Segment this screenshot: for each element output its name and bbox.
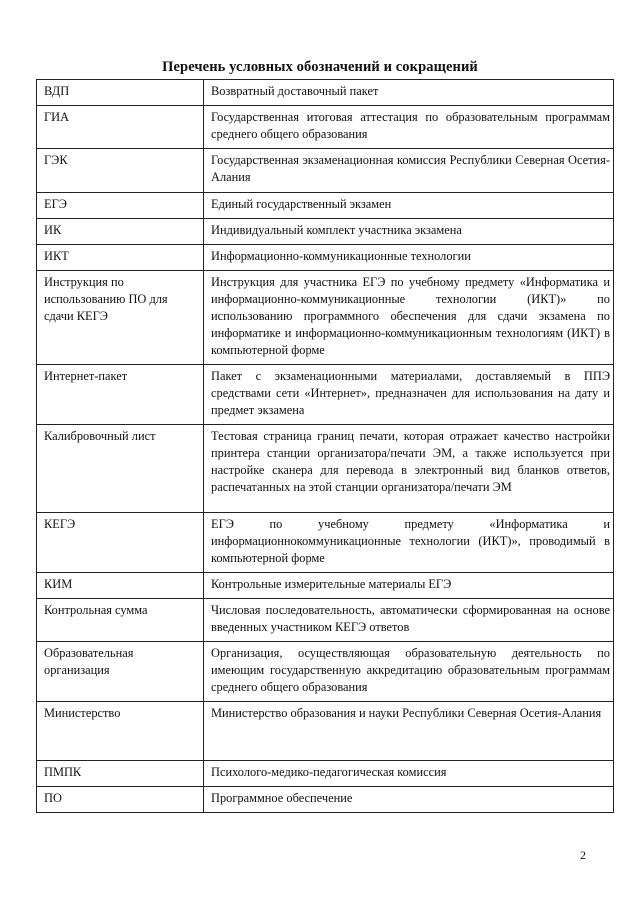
definition-cell: Инструкция для участника ЕГЭ по учебному предмету «Информатика и информационно-коммуникационные технологии (ИКТ)» по использованию программного обеспечения для сдачи экзамена по информатике и информационно-коммуникационным технологиям (ИКТ) в компьютерной форме: [204, 271, 614, 365]
table-row: [37, 219, 614, 245]
definition-cell: Контрольные измерительные материалы ЕГЭ: [204, 573, 614, 599]
term-cell: ПО: [37, 787, 204, 813]
term-cell: ИКТ: [37, 245, 204, 271]
table-row: [37, 80, 614, 106]
page-number: 2: [580, 848, 586, 862]
definition-cell: Единый государственный экзамен: [204, 193, 614, 219]
definition-cell: Пакет с экзаменационными материалами, доставляемый в ППЭ средствами сети «Интернет», предназначен для использования на дату и предмет экзамена: [204, 365, 614, 425]
definition-cell: Индивидуальный комплект участника экзамена: [204, 219, 614, 245]
term-cell: ГЭК: [37, 149, 204, 193]
table-row: [37, 513, 614, 573]
abbreviations-table: [36, 79, 614, 813]
table-row: [37, 787, 614, 813]
term-cell: ПМПК: [37, 761, 204, 787]
term-cell: Образовательная организация: [37, 642, 204, 702]
definition-cell: Тестовая страница границ печати, которая отражает качество настройки принтера станции организатора/печати ЭМ, а также используется при настройке сканера для перевода в электронный вид бланков ответов, распечатанных на этой станции организатора/печати ЭМ: [204, 425, 614, 513]
table-row: [37, 425, 614, 513]
table-row: [37, 573, 614, 599]
definition-cell: Числовая последовательность, автоматически сформированная на основе введенных участником КЕГЭ ответов: [204, 599, 614, 642]
definition-cell: Государственная экзаменационная комиссия Республики Северная Осетия-Алания: [204, 149, 614, 193]
table-row: [37, 702, 614, 761]
definition-cell: Организация, осуществляющая образовательную деятельность по имеющим государственную аккредитацию образовательным программам среднего общего образования: [204, 642, 614, 702]
table-row: [37, 599, 614, 642]
term-cell: Калибровочный лист: [37, 425, 204, 513]
definition-cell: Психолого-медико-педагогическая комиссия: [204, 761, 614, 787]
definition-cell: Министерство образования и науки Республики Северная Осетия-Алания: [204, 702, 614, 761]
definition-cell: Программное обеспечение: [204, 787, 614, 813]
term-cell: КИМ: [37, 573, 204, 599]
table-row: [37, 271, 614, 365]
table-row: [37, 245, 614, 271]
term-cell: Интернет-пакет: [37, 365, 204, 425]
table-row: [37, 642, 614, 702]
term-cell: Министерство: [37, 702, 204, 761]
table-row: [37, 365, 614, 425]
definition-cell: Государственная итоговая аттестация по образовательным программам среднего общего образования: [204, 106, 614, 149]
definition-cell: ЕГЭ по учебному предмету «Информатика и информационнокоммуникационные технологии (ИКТ)», проводимый в компьютерной форме: [204, 513, 614, 573]
term-cell: ГИА: [37, 106, 204, 149]
term-cell: КЕГЭ: [37, 513, 204, 573]
term-cell: ИК: [37, 219, 204, 245]
table-row: [37, 149, 614, 193]
table-row: [37, 761, 614, 787]
page-title: Перечень условных обозначений и сокращений: [162, 59, 478, 75]
table-row: [37, 106, 614, 149]
term-cell: Контрольная сумма: [37, 599, 204, 642]
table-row: [37, 193, 614, 219]
definition-cell: Информационно-коммуникационные технологии: [204, 245, 614, 271]
term-cell: ЕГЭ: [37, 193, 204, 219]
term-cell: Инструкция по использованию ПО для сдачи КЕГЭ: [37, 271, 204, 365]
term-cell: ВДП: [37, 80, 204, 106]
definition-cell: Возвратный доставочный пакет: [204, 80, 614, 106]
